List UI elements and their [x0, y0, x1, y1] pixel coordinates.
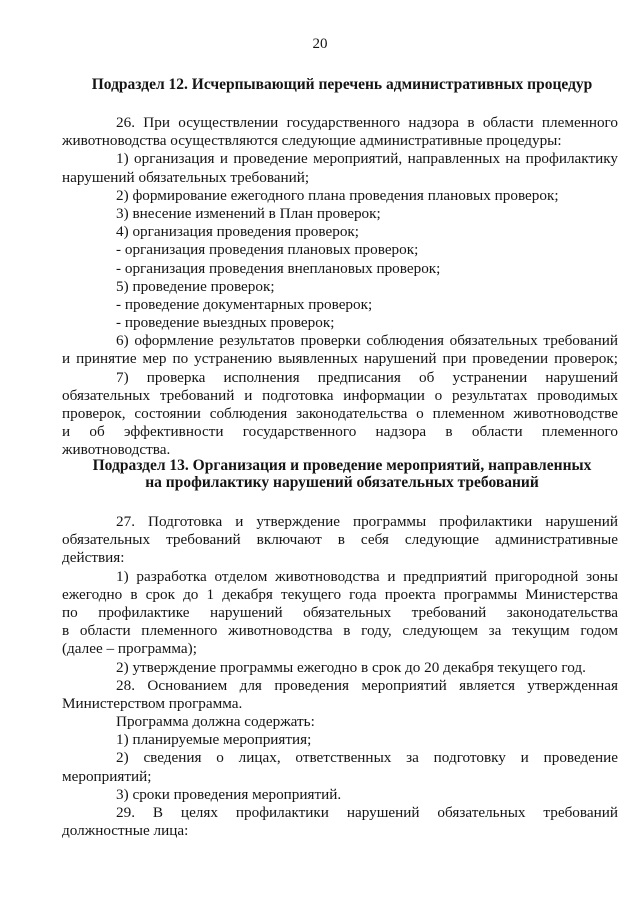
list-item: 4) организация проведения проверок; [116, 223, 360, 241]
section-12-body [62, 114, 618, 460]
paragraph-line: по профилактике нарушений обязательных требований законодательства [62, 603, 618, 621]
list-item: - организация проведения внеплановых проверок; [116, 259, 441, 277]
list-item: 2) утверждение программы ежегодно в срок до 20 декабря текущего год. [116, 658, 586, 676]
list-item: 2) формирование ежегодного плана проведения плановых проверок; [116, 186, 559, 204]
paragraph-line: и принятие мер по устранению выявленных нарушений при проведении проверок; [62, 350, 618, 368]
list-item: 5) проведение проверок; [116, 277, 275, 295]
paragraph-line: проверок, состоянии соблюдения законодательства о племенном животноводстве [62, 405, 618, 422]
list-item: - проведение документарных проверок; [116, 295, 373, 313]
paragraph-line: обязательных требований и подготовка информации о результатах проводимых [62, 386, 618, 404]
list-item: - организация проведения плановых проверок; [116, 241, 419, 259]
paragraph-line: ежегодно в срок до 1 декабря текущего года проекта программы Министерства [62, 585, 618, 603]
list-item: 3) сроки проведения мероприятий. [116, 785, 342, 803]
section-13-body [62, 513, 618, 840]
paragraph-line: 28. Основанием для проведения мероприятий является утвержденная [116, 676, 618, 694]
list-item: 3) внесение изменений в План проверок; [116, 204, 381, 222]
heading-line: на профилактику нарушений обязательных требований [145, 474, 539, 491]
list-item: 7) проверка исполнения предписания об устранении нарушений [116, 368, 618, 386]
section-12-heading [62, 76, 622, 93]
paragraph-line: 26. При осуществлении государственного надзора в области племенного [116, 114, 618, 131]
paragraph-line: Министерством программа. [62, 694, 243, 712]
list-item: 1) организация и проведение мероприятий, направленных на профилактику [116, 150, 618, 168]
heading-line: Подраздел 12. Исчерпывающий перечень административных процедур [91, 76, 593, 93]
paragraph-line: и об эффективности государственного надзора в области племенного [62, 423, 618, 441]
paragraph-line: нарушений обязательных требований; [62, 168, 310, 186]
list-item: - проведение выездных проверок; [116, 314, 335, 332]
section-13-heading [62, 457, 622, 491]
paragraph-line: действия: [62, 549, 125, 567]
paragraph-line: животноводства осуществляются следующие административные процедуры: [62, 132, 562, 150]
paragraph-line: мероприятий; [62, 767, 152, 785]
paragraph-line: (далее – программа); [62, 640, 197, 658]
list-item: 1) планируемые мероприятия; [116, 731, 312, 749]
paragraph-line: должностные лица: [62, 822, 189, 840]
paragraph-line: Программа должна содержать: [116, 713, 315, 731]
paragraph-line: обязательных требований включают в себя следующие административные [62, 531, 618, 549]
paragraph-line: 29. В целях профилактики нарушений обязательных требований [116, 804, 618, 821]
list-item: 6) оформление результатов проверки соблюдения обязательных требований [116, 332, 618, 350]
paragraph-line: 27. Подготовка и утверждение программы профилактики нарушений [116, 513, 618, 530]
list-item: 2) сведения о лицах, ответственных за подготовку и проведение [116, 749, 618, 767]
paragraph-line: в области племенного животноводства в году, следующем за текущим годом [62, 622, 618, 640]
paragraph-line: животноводства. [62, 441, 171, 459]
list-item: 1) разработка отделом животноводства и предприятий пригородной зоны [116, 567, 618, 585]
page-number: 20 [312, 36, 328, 52]
heading-line: Подраздел 13. Организация и проведение мероприятий, направленных [92, 457, 592, 474]
